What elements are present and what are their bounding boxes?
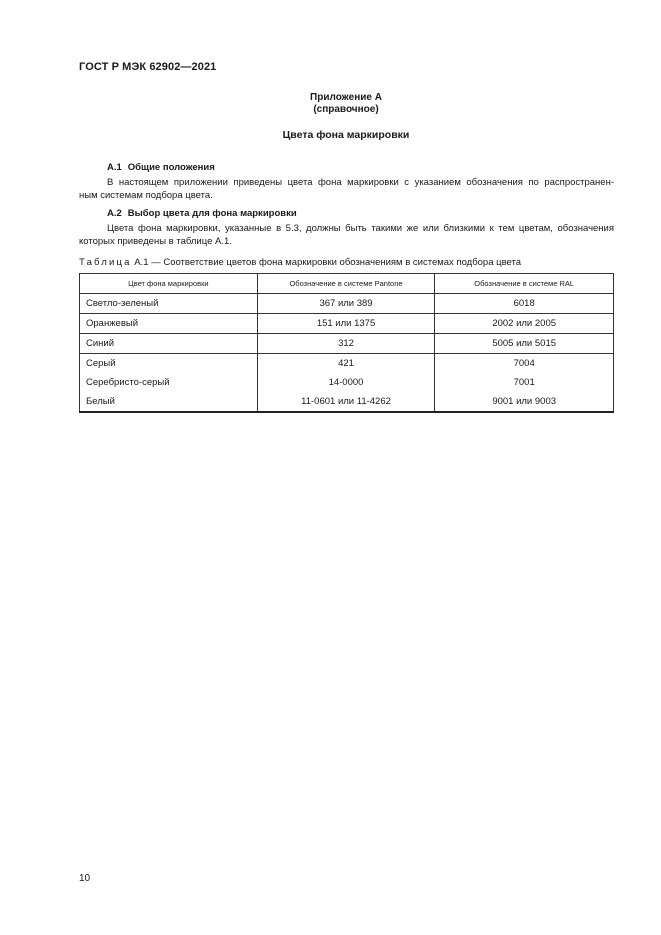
paragraph-line: Цвета фона маркировки, указанные в 5.3, должны быть такими же или близкими к тем цветам, обозначения: [107, 223, 614, 234]
page-number: 10: [79, 873, 91, 884]
table-cell: 9001 или 9003: [435, 392, 614, 412]
table-cell: Оранжевый: [80, 314, 258, 334]
color-table: [79, 273, 614, 413]
table-row: [80, 354, 614, 374]
paragraph-line: которых приведены в таблице А.1.: [79, 236, 232, 247]
section-number: А.1: [107, 162, 122, 173]
column-header: Цвет фона маркировки: [80, 274, 258, 294]
table-cell: 421: [257, 354, 435, 374]
table-row: [80, 314, 614, 334]
table-cell: 312: [257, 334, 435, 354]
table-cell: 14-0000: [257, 373, 435, 392]
appendix-title: Приложение А: [310, 92, 382, 103]
table-cell: 7004: [435, 354, 614, 374]
appendix-subtitle: (справочное): [313, 104, 379, 115]
table-cell: 6018: [435, 294, 614, 314]
document-code: ГОСТ Р МЭК 62902—2021: [79, 61, 217, 73]
column-header: Обозначение в системе RAL: [435, 274, 614, 294]
column-header: Обозначение в системе Pantone: [257, 274, 435, 294]
table-cell: Серебристо-серый: [80, 373, 258, 392]
section-title: Общие положения: [127, 162, 215, 173]
table-cell: 7001: [435, 373, 614, 392]
table-row: [80, 334, 614, 354]
table-cell: 367 или 389: [257, 294, 435, 314]
table-caption-label: Таблица: [79, 257, 132, 268]
table-caption: [79, 257, 521, 268]
section-heading-a1: [107, 162, 215, 173]
table-cell: 2002 или 2005: [435, 314, 614, 334]
section-title: Выбор цвета для фона маркировки: [127, 208, 297, 219]
paragraph-line: ным системам подбора цвета.: [79, 190, 213, 201]
appendix-heading: Цвета фона маркировки: [282, 129, 410, 141]
table-header-row: [80, 274, 614, 294]
section-heading-a2: [107, 208, 297, 219]
table-cell: Светло-зеленый: [80, 294, 258, 314]
table-caption-text: А.1 — Соответствие цветов фона маркировки обозначениям в системах подбора цвета: [134, 257, 522, 268]
table-cell: 11-0601 или 11-4262: [257, 392, 435, 412]
paragraph-a2: [79, 222, 614, 248]
table-row: [80, 373, 614, 392]
table-cell: Белый: [80, 392, 258, 412]
table-row: [80, 294, 614, 314]
table-cell: 151 или 1375: [257, 314, 435, 334]
paragraph-a1: [79, 176, 614, 202]
paragraph-line: В настоящем приложении приведены цвета фона маркировки с указанием обозначения по распространен-: [107, 177, 614, 188]
section-number: А.2: [107, 208, 122, 219]
table-cell: 5005 или 5015: [435, 334, 614, 354]
table-row: [80, 392, 614, 412]
table-cell: Синий: [80, 334, 258, 354]
table-cell: Серый: [80, 354, 258, 374]
